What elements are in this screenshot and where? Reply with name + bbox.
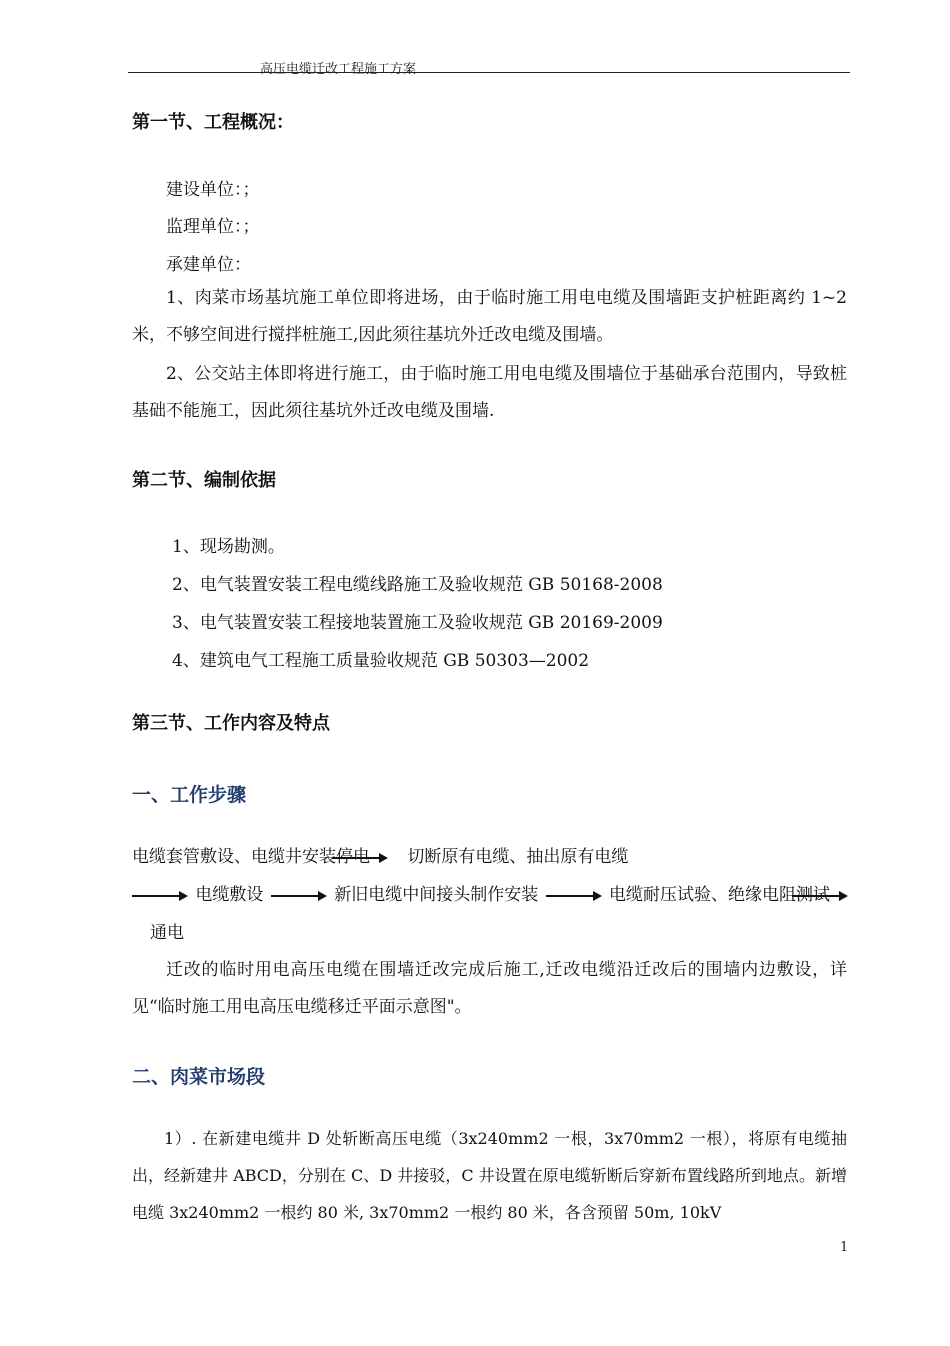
page-header: 高压电缆迁改工程施工方案 (260, 62, 417, 77)
supervision-unit: 监理单位：； (166, 217, 260, 237)
step-3: 电缆敷设 (195, 885, 264, 905)
part2-paragraph: 1）. 在新建电缆井 D 处斩断高压电缆（3x240mm2 一根，3x70mm2 一根），将原有电缆抽出，经新建井 ABCD，分别在 C、D 井接驳，C 井设置在原电缆斩断后穿新布置线路所到地点。新增电缆 3x240mm2 一根约 80 米, 3x70mm2 一根约 80 米，各含预留 50m, 10kV (132, 1129, 847, 1222)
page-number: 1 (840, 1240, 849, 1255)
section1-paragraph-1: 1、肉菜市场基坑施工单位即将进场，由于临时施工用电电缆及围墙距支护桩距离约 1~2 米，不够空间进行搅拌桩施工,因此须往基坑外迁改电缆及围墙。 (132, 288, 847, 345)
contractor-unit: 承建单位： (166, 255, 251, 275)
arrow-icon (792, 891, 848, 901)
step-6: 通电 (150, 923, 184, 943)
arrow-icon (546, 891, 602, 901)
section3-heading: 第三节、工作内容及特点 (132, 713, 330, 734)
basis-item-3: 3、电气装置安装工程接地装置施工及验收规范 GB 20169-2009 (172, 613, 663, 633)
section2-heading: 第二节、编制依据 (132, 470, 276, 491)
arrow-icon (132, 891, 188, 901)
header-rule (128, 72, 850, 73)
step-4: 新旧电缆中间接头制作安装 (334, 885, 539, 905)
basis-item-4: 4、建筑电气工程施工质量验收规范 GB 50303—2002 (172, 651, 590, 671)
basis-item-1: 1、现场勘测。 (172, 537, 285, 557)
step-5: 电缆耐压试验、绝缘电阻测试 (609, 885, 831, 905)
arrow-icon (271, 891, 327, 901)
construction-unit: 建设单位：； (166, 180, 260, 200)
part2-heading: 二、肉菜市场段 (132, 1066, 266, 1088)
work-steps-flow (132, 838, 852, 952)
step-1: 电缆套管敷设、电缆井安装停电 (132, 847, 370, 867)
part1-paragraph: 迁改的临时用电高压电缆在围墙迁改完成后施工,迁改电缆沿迁改后的围墙内边敷设，详见“临时施工用电高压电缆移迁平面示意图"。 (132, 960, 847, 1017)
section1-heading: 第一节、工程概况： (132, 112, 294, 133)
section1-paragraph-2: 2、公交站主体即将进行施工，由于临时施工用电电缆及围墙位于基础承台范围内，导致桩基础不能施工，因此须往基坑外迁改电缆及围墙. (132, 364, 847, 421)
basis-item-2: 2、电气装置安装工程电缆线路施工及验收规范 GB 50168-2008 (172, 575, 663, 595)
part1-heading: 一、工作步骤 (132, 784, 247, 806)
arrow-icon (332, 853, 388, 863)
step-2: 切断原有电缆、抽出原有电缆 (407, 847, 629, 867)
